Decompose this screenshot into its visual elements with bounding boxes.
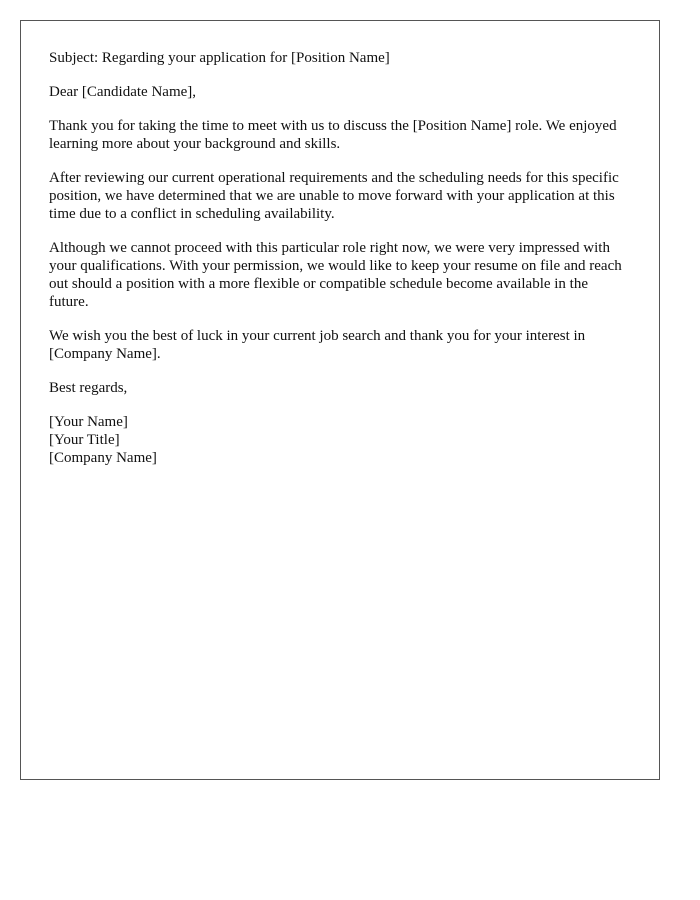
subject-line: Subject: Regarding your application for [Position Name] [49,50,390,66]
letter-page [20,20,660,780]
body-paragraph-4: We wish you the best of luck in your current job search and thank you for your interest in [Company Name]. [49,328,586,362]
body-paragraph-3: Although we cannot proceed with this particular role right now, we were very impressed with your qualifications. With your permission, we would like to keep your resume on file and reach out should a position with a more flexible or compatible schedule become available in the future. [49,240,622,310]
signature-title: [Your Title] [49,432,120,448]
body-paragraph-1: Thank you for taking the time to meet with us to discuss the [Position Name] role. We enjoyed learning more about your background and skills. [49,118,617,152]
signature-company: [Company Name] [49,450,157,466]
signature-name: [Your Name] [49,414,128,430]
body-paragraph-2: After reviewing our current operational requirements and the scheduling needs for this specific position, we have determined that we are unable to move forward with your application at this time due to a conflict in scheduling availability. [49,170,619,222]
signature-block [49,413,631,467]
closing: Best regards, [49,380,128,396]
greeting: Dear [Candidate Name], [49,84,197,100]
